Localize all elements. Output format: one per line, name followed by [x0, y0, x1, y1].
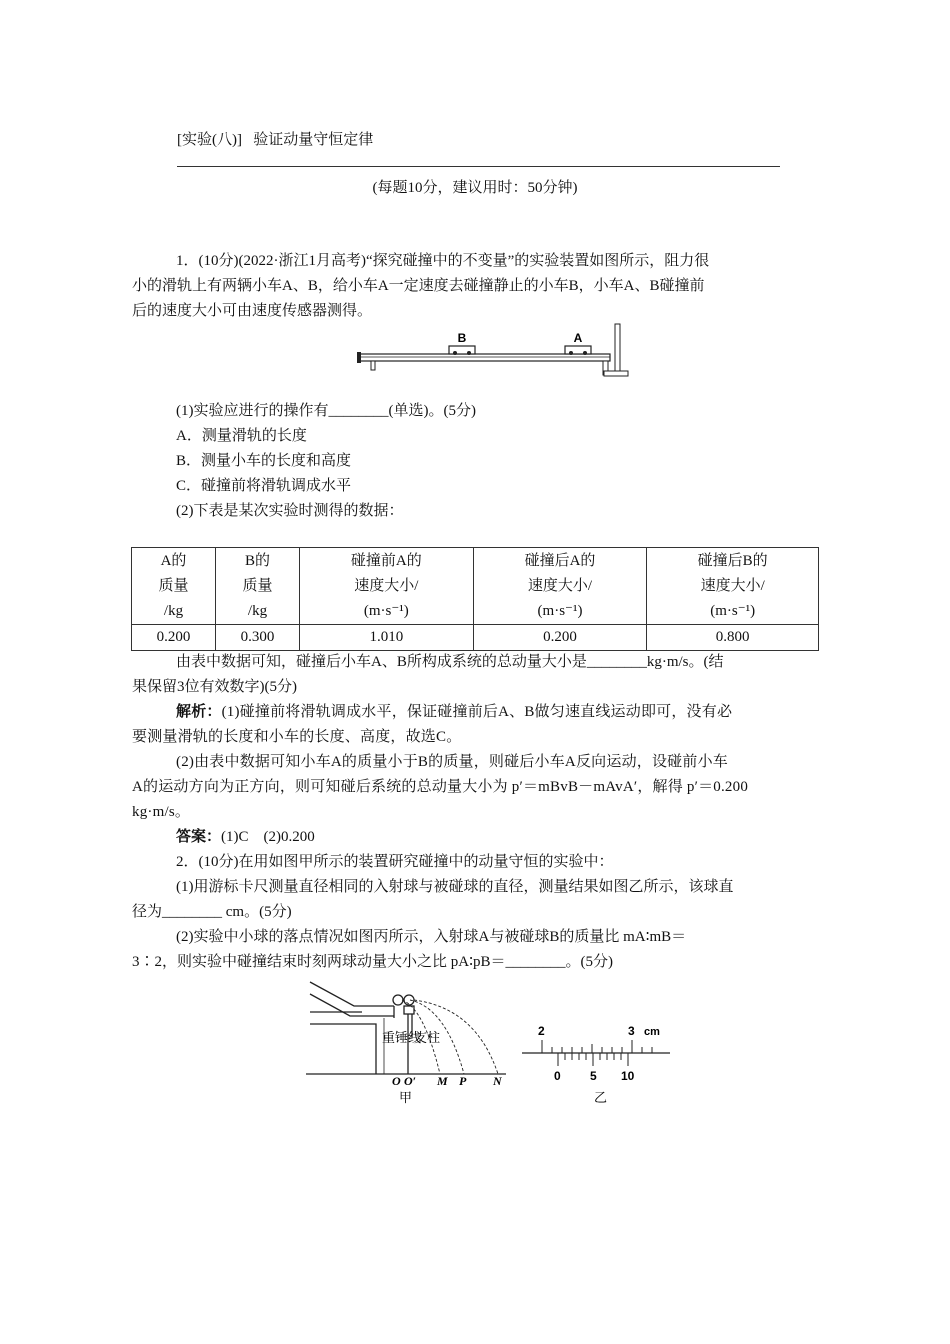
table-header-cell: 碰撞前A的 速度大小/ (m·s⁻¹): [300, 548, 474, 625]
point-m: M: [437, 1074, 448, 1088]
point-o-prime: O′: [404, 1074, 417, 1088]
sensor-base: [604, 371, 628, 376]
label-weight: 重锤线: [382, 1030, 422, 1045]
table-cell: 0.200: [473, 625, 647, 651]
track-end-stop: [357, 352, 361, 363]
subtitle: (每题10分，建议用时：50分钟): [372, 180, 578, 196]
main-tick-3: 3: [628, 1024, 635, 1038]
title-rule: [177, 166, 780, 167]
table-header-cell: 碰撞后A的 速度大小/ (m·s⁻¹): [473, 548, 647, 625]
q1-part2: (2)下表是某次实验时测得的数据：: [176, 503, 404, 519]
table-cell: 1.010: [300, 625, 474, 651]
unit-cm: cm: [644, 1026, 660, 1038]
q2-stem: 2．(10分)在用如图甲所示的装置研究碰撞中的动量守恒的实验中：: [176, 854, 614, 870]
cart-b-label: B: [457, 331, 467, 345]
table-header-cell: A的 质量 /kg: [132, 548, 216, 625]
q2-part2: (2)实验中小球的落点情况如图丙所示，入射球A与被碰球B的质量比 mA∶mB＝ 3∶2，则实验中碰撞结束时刻两球动量大小之比 pA∶pB＝________。(5分): [132, 929, 687, 970]
vernier-figure: [518, 1020, 678, 1108]
title-text: 验证动量守恒定律: [253, 132, 374, 148]
track-leg-left: [371, 361, 375, 370]
table-header-row: [132, 548, 819, 625]
q1-stem-line2: 小的滑轨上有两辆小车A、B，给小车A一定速度去碰撞静止的小车B，小车A、B碰撞前: [132, 278, 705, 294]
answer-label: 答案：: [176, 829, 222, 845]
track-rail: [360, 354, 610, 361]
title-bracket: [实验(八)]: [177, 132, 242, 148]
q2-part1: (1)用游标卡尺测量直径相同的入射球与被碰球的直径，测量结果如图乙所示，该球直 径为________ cm。(5分): [132, 879, 734, 920]
label-pillar: 支柱: [414, 1030, 441, 1045]
main-tick-2: 2: [538, 1024, 545, 1038]
q1-part1: (1)实验应进行的操作有________(单选)。(5分): [176, 403, 476, 419]
q1-stem: [132, 249, 806, 324]
table-header-cell: 碰撞后B的 速度大小/ (m·s⁻¹): [647, 548, 819, 625]
ball-a: [393, 995, 403, 1005]
q1-analysis: 解析：(1)碰撞前将滑轨调成水平，保证碰撞前后A、B做匀速直线运动即可，没有必 要测量滑轨的长度和小车的长度、高度，故选C。 (2)由表中数据可知小车A的质量小于B的质量，则碰后小车A反向运动，设碰前小车 A的运动方向为正方向，则可知碰后系统的总动量大小为 p′＝mBvB－mAvA′，解得 p′＝0.200 kg·m/s。: [132, 704, 749, 820]
q1-option-c: C．碰撞前将滑轨调成水平: [176, 478, 352, 494]
caption-yi: 乙: [594, 1090, 608, 1105]
vernier-tick-0: 0: [554, 1069, 561, 1083]
cart-a-label: A: [573, 331, 583, 345]
q1-answer: 答案：(1)C (2)0.200: [176, 829, 315, 845]
q1-stem-line1: 1．(10分)(2022·浙江1月高考)“探究碰撞中的不变量”的实验装置如图所示，阻力很: [176, 253, 710, 269]
q1-option-a: A．测量滑轨的长度: [176, 428, 307, 444]
cart-b: [449, 331, 475, 355]
point-n: N: [493, 1074, 502, 1088]
cart-a: [565, 331, 591, 355]
q1-option-b: B．测量小车的长度和高度: [176, 453, 352, 469]
vernier-tick-10: 10: [621, 1069, 635, 1083]
apparatus-figure: [306, 978, 516, 1108]
q1-stem-line3: 后的速度大小可由速度传感器测得。: [132, 303, 373, 319]
table-cell: 0.800: [647, 625, 819, 651]
ball-b: [404, 995, 414, 1005]
incline-top: [310, 982, 394, 1006]
caption-jia: 甲: [399, 1090, 413, 1105]
table-row: [132, 625, 819, 651]
vernier-tick-5: 5: [590, 1069, 597, 1083]
data-table: [131, 547, 819, 651]
main-scale-ticks: [542, 1040, 652, 1053]
track-figure: [352, 320, 632, 384]
table-header-cell: B的 质量 /kg: [216, 548, 300, 625]
table-cell: 0.200: [132, 625, 216, 651]
page-title: [177, 128, 373, 149]
q1-part2-question: 由表中数据可知，碰撞后小车A、B所构成系统的总动量大小是________kg·m/s。(结 果保留3位有效数字)(5分): [132, 654, 724, 695]
vernier-scale-ticks: [558, 1053, 628, 1066]
point-o: O: [392, 1074, 401, 1088]
analysis-label: 解析：: [176, 704, 222, 720]
sensor-post: [615, 324, 620, 376]
table-cell: 0.300: [216, 625, 300, 651]
point-p: P: [459, 1074, 467, 1088]
